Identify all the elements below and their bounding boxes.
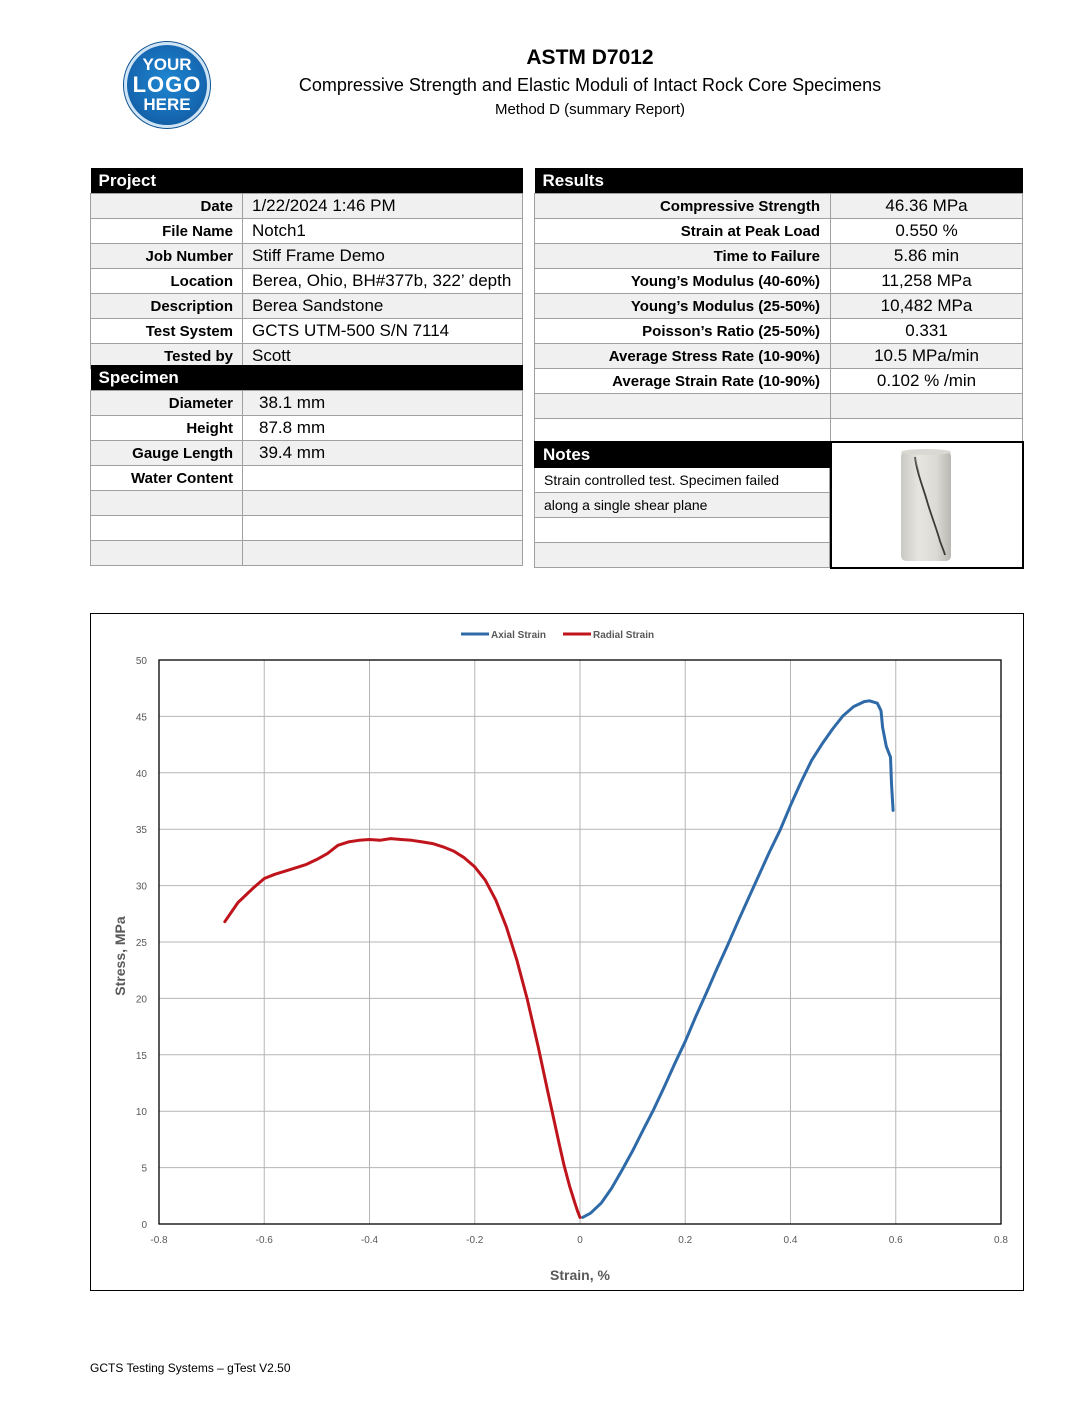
file-name-value: Notch1 <box>243 219 523 244</box>
specimen-heading: Specimen <box>91 365 523 391</box>
avg-strain-rate-label: Average Strain Rate (10-90%) <box>535 369 831 394</box>
notes-line-empty <box>534 543 830 568</box>
water-content-label: Water Content <box>91 466 243 491</box>
report-title: ASTM D7012 <box>526 46 654 69</box>
logo-line-3: HERE <box>143 95 191 114</box>
tested-by-value: Scott <box>243 344 523 369</box>
core-specimen-image <box>832 443 1022 567</box>
y-tick-label: 30 <box>135 881 147 893</box>
date-value: 1/22/2024 1:46 PM <box>243 194 523 219</box>
avg-strain-rate-value: 0.102 % /min <box>831 369 1023 394</box>
footer-text: GCTS Testing Systems – gTest V2.50 <box>90 1361 291 1375</box>
avg-stress-rate-value: 10.5 MPa/min <box>831 344 1023 369</box>
notes-line-2: along a single shear plane <box>534 493 830 518</box>
logo-line-1: YOUR <box>142 55 192 74</box>
x-tick-label: -0.8 <box>150 1235 168 1246</box>
description-label: Description <box>91 294 243 319</box>
y-tick-label: 15 <box>135 1050 147 1062</box>
empty-cell <box>535 419 831 444</box>
empty-cell <box>91 491 243 516</box>
x-tick-label: 0.8 <box>994 1235 1008 1246</box>
empty-cell <box>243 491 523 516</box>
x-tick-label: 0.4 <box>783 1235 798 1246</box>
legend-label: Radial Strain <box>593 630 655 641</box>
description-value: Berea Sandstone <box>243 294 523 319</box>
y-tick-label: 25 <box>135 938 147 949</box>
poissons-ratio-label: Poisson’s Ratio (25-50%) <box>535 319 831 344</box>
empty-cell <box>831 394 1023 419</box>
y-tick-label: 45 <box>135 712 147 724</box>
location-value: Berea, Ohio, BH#377b, 322’ depth <box>243 269 523 294</box>
company-logo <box>124 42 210 128</box>
time-to-failure-value: 5.86 min <box>831 244 1023 269</box>
y-tick-label: 5 <box>141 1163 147 1175</box>
results-heading: Results <box>535 168 1023 194</box>
water-content-value <box>243 466 523 491</box>
chart-svg <box>91 614 1023 1290</box>
avg-stress-rate-label: Average Stress Rate (10-90%) <box>535 344 831 369</box>
x-tick-label: 0.6 <box>888 1235 903 1246</box>
report-method: Method D (summary Report) <box>494 101 686 118</box>
y-tick-label: 35 <box>135 825 147 837</box>
file-name-label: File Name <box>91 219 243 244</box>
notes-section <box>534 441 830 568</box>
x-tick-label: -0.2 <box>466 1235 484 1246</box>
y-tick-label: 0 <box>141 1220 147 1231</box>
notes-heading: Notes <box>534 441 830 468</box>
results-table <box>534 168 1023 444</box>
poissons-ratio-value: 0.331 <box>831 319 1023 344</box>
project-heading: Project <box>91 168 523 194</box>
youngs-modulus-40-60-value: 11,258 MPa <box>831 269 1023 294</box>
height-label: Height <box>91 416 243 441</box>
x-tick-label: -0.4 <box>360 1235 379 1246</box>
notes-line-1: Strain controlled test. Specimen failed <box>534 468 830 493</box>
logo-line-2: LOGO <box>132 72 202 97</box>
x-axis-title: Strain, % <box>550 1267 610 1283</box>
empty-cell <box>535 394 831 419</box>
youngs-modulus-25-50-label: Young’s Modulus (25-50%) <box>535 294 831 319</box>
specimen-photo <box>830 441 1024 569</box>
report-subtitle: Compressive Strength and Elastic Moduli of Intact Rock Core Specimens <box>298 75 882 95</box>
empty-cell <box>831 419 1023 444</box>
empty-cell <box>91 516 243 541</box>
project-table <box>90 168 523 369</box>
legend-label: Axial Strain <box>491 630 547 641</box>
x-tick-label: 0.2 <box>678 1235 693 1246</box>
gauge-length-label: Gauge Length <box>91 441 243 466</box>
youngs-modulus-40-60-label: Young’s Modulus (40-60%) <box>535 269 831 294</box>
compressive-strength-value: 46.36 MPa <box>831 194 1023 219</box>
height-value: 87.8 mm <box>243 416 523 441</box>
date-label: Date <box>91 194 243 219</box>
empty-cell <box>91 541 243 566</box>
empty-cell <box>243 541 523 566</box>
stress-strain-chart <box>90 613 1024 1291</box>
specimen-table <box>90 365 523 566</box>
y-axis-title: Stress, MPa <box>112 916 128 996</box>
x-tick-label: 0 <box>577 1235 583 1246</box>
job-number-label: Job Number <box>91 244 243 269</box>
test-system-label: Test System <box>91 319 243 344</box>
notes-line-empty <box>534 518 830 543</box>
y-tick-label: 40 <box>135 768 147 780</box>
gauge-length-value: 39.4 mm <box>243 441 523 466</box>
location-label: Location <box>91 269 243 294</box>
job-number-value: Stiff Frame Demo <box>243 244 523 269</box>
tested-by-label: Tested by <box>91 344 243 369</box>
series-line-axial-strain <box>583 701 894 1218</box>
empty-cell <box>243 516 523 541</box>
y-tick-label: 10 <box>135 1107 147 1119</box>
y-tick-label: 20 <box>135 994 147 1006</box>
compressive-strength-label: Compressive Strength <box>535 194 831 219</box>
test-system-value: GCTS UTM-500 S/N 7114 <box>243 319 523 344</box>
x-tick-label: -0.6 <box>255 1235 273 1246</box>
time-to-failure-label: Time to Failure <box>535 244 831 269</box>
series-line-radial-strain <box>225 839 580 1218</box>
strain-at-peak-value: 0.550 % <box>831 219 1023 244</box>
diameter-value: 38.1 mm <box>243 391 523 416</box>
y-tick-label: 50 <box>135 656 147 667</box>
youngs-modulus-25-50-value: 10,482 MPa <box>831 294 1023 319</box>
diameter-label: Diameter <box>91 391 243 416</box>
strain-at-peak-label: Strain at Peak Load <box>535 219 831 244</box>
